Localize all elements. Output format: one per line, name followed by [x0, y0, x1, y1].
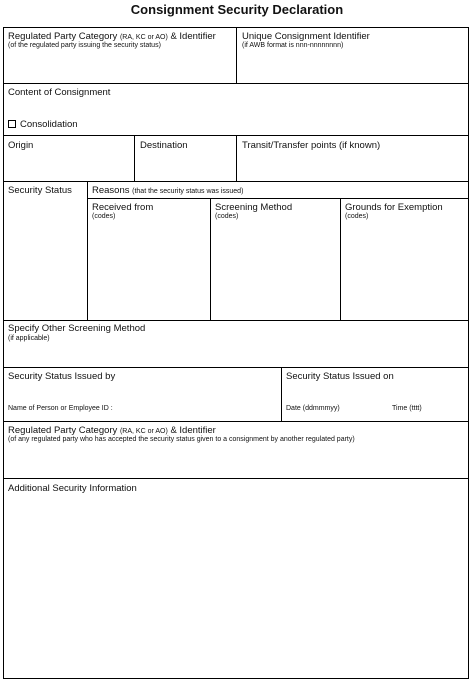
- row-line-3: [3, 181, 469, 182]
- issued-divider: [281, 367, 282, 421]
- destination-divider: [236, 135, 237, 181]
- time-label-text: Time: [392, 405, 408, 412]
- consolidation-label: Consolidation: [20, 119, 78, 130]
- reasons-label-small: (that the security status was issued): [132, 188, 244, 195]
- date-label: [286, 405, 340, 413]
- other-screening-sublabel: (if applicable): [8, 335, 50, 342]
- row-line-4: [87, 198, 469, 199]
- received-from-label: Received from: [92, 202, 154, 213]
- time-label: [392, 405, 422, 413]
- regulated-party-label-main: Regulated Party Category: [8, 31, 118, 42]
- accepting-party-label-end: & Identifier: [170, 425, 216, 436]
- frame-bottom-line: [3, 678, 469, 679]
- row-line-1: [3, 83, 469, 84]
- uci-sublabel: (if AWB format is nnn-nnnnnnnn): [242, 42, 344, 49]
- reasons-label-main: Reasons: [92, 185, 130, 196]
- uci-divider: [236, 27, 237, 83]
- row-line-5: [3, 320, 469, 321]
- accepting-party-sublabel: (of any regulated party who has accepted the security status given to a consignment by another regulated party): [8, 436, 355, 443]
- uci-label: Unique Consignment Identifier: [242, 31, 370, 42]
- frame-left-line: [3, 27, 4, 679]
- employee-id-label: Name of Person or Employee ID :: [8, 405, 113, 412]
- date-format-text: (ddmmmyy): [302, 405, 340, 412]
- date-label-text: Date: [286, 405, 301, 412]
- grounds-divider: [340, 198, 341, 320]
- origin-divider: [134, 135, 135, 181]
- reasons-label: [92, 185, 243, 197]
- content-of-consignment-label: Content of Consignment: [8, 87, 111, 98]
- issued-by-label: Security Status Issued by: [8, 371, 116, 382]
- additional-info-label: Additional Security Information: [8, 483, 137, 494]
- accepting-party-label-main: Regulated Party Category: [8, 425, 118, 436]
- grounds-exemption-label: Grounds for Exemption: [345, 202, 443, 213]
- screening-method-sublabel: (codes): [215, 213, 239, 220]
- accepting-party-label-small: (RA, KC or AO): [119, 428, 168, 435]
- security-status-label: Security Status: [8, 185, 72, 196]
- row-line-8: [3, 478, 469, 479]
- screening-divider: [210, 198, 211, 320]
- other-screening-label: Specify Other Screening Method: [8, 323, 146, 334]
- row-line-7: [3, 421, 469, 422]
- received-from-sublabel: (codes): [92, 213, 116, 220]
- consolidation-checkbox[interactable]: [8, 120, 16, 128]
- origin-label: Origin: [8, 140, 34, 151]
- destination-label: Destination: [140, 140, 188, 151]
- row-line-6: [3, 367, 469, 368]
- grounds-exemption-sublabel: (codes): [345, 213, 369, 220]
- issued-on-label: Security Status Issued on: [286, 371, 394, 382]
- regulated-party-label-end: & Identifier: [170, 31, 216, 42]
- regulated-party-label-small: (RA, KC or AO): [119, 34, 168, 41]
- frame-right-line: [468, 27, 469, 679]
- document-title: Consignment Security Declaration: [130, 2, 344, 17]
- time-format-text: (tttt): [409, 405, 422, 412]
- regulated-party-sublabel: (of the regulated party issuing the security status): [8, 42, 161, 49]
- status-divider: [87, 181, 88, 320]
- screening-method-label: Screening Method: [215, 202, 293, 213]
- transit-label: Transit/Transfer points (if known): [242, 140, 381, 151]
